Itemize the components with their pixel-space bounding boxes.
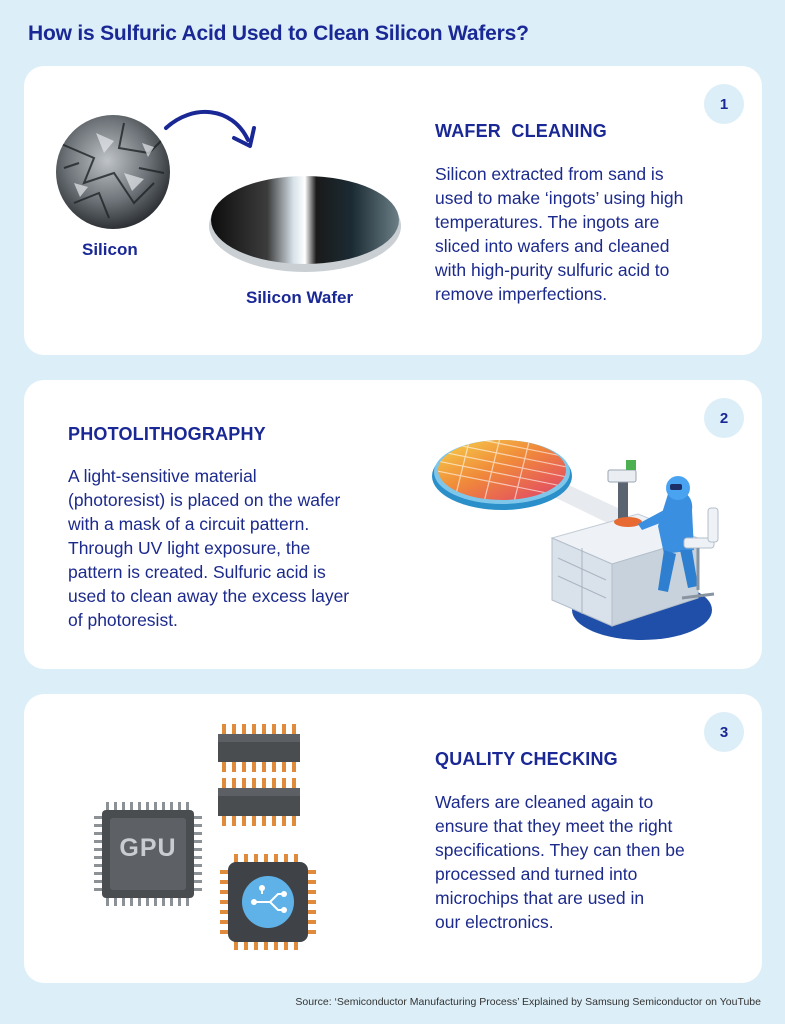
page-title: How is Sulfuric Acid Used to Clean Silicon Wafers? (28, 22, 529, 45)
curved-arrow-icon (162, 106, 262, 156)
silicon-label: Silicon (82, 240, 138, 259)
step-description-line: our electronics. (435, 912, 554, 932)
step-description-line: used to make ‘ingots’ using high (435, 188, 684, 208)
step-description-line: (photoresist) is placed on the wafer (68, 490, 341, 510)
step-description-line: remove imperfections. (435, 284, 608, 304)
step-description-line: pattern is created. Sulfuric acid is (68, 562, 326, 582)
step-description-line: temperatures. The ingots are (435, 212, 660, 232)
step-description (435, 790, 685, 934)
step-description-line: Through UV light exposure, the (68, 538, 311, 558)
step-card-quality-checking (24, 694, 762, 983)
gpu-chip-label: GPU (119, 834, 177, 862)
source-credit: Source: ‘Semiconductor Manufacturing Process’ Explained by Samsung Semiconductor on YouTube (295, 996, 761, 1008)
step-description-line: used to clean away the excess layer (68, 586, 350, 606)
step-card-photolithography (24, 380, 762, 669)
step-description-line: Silicon extracted from sand is (435, 164, 664, 184)
step-description-line: sliced into wafers and cleaned (435, 236, 670, 256)
step-number-badge: 1 (704, 84, 744, 124)
circuit-chip-image (220, 854, 316, 950)
silicon-rock-image (54, 113, 172, 231)
step-description-line: A light-sensitive material (68, 466, 257, 486)
step-description (435, 162, 683, 306)
step-description-line: ensure that they meet the right (435, 816, 673, 836)
step-description-line: with a mask of a circuit pattern. (68, 514, 310, 534)
step-number-badge: 2 (704, 398, 744, 438)
step-heading: PHOTOLITHOGRAPHY (68, 424, 266, 444)
step-description-line: of photoresist. (68, 610, 178, 630)
small-chip-image (218, 724, 302, 772)
step-heading: WAFER CLEANING (435, 121, 607, 141)
silicon-wafer-image (207, 166, 403, 274)
step-heading: QUALITY CHECKING (435, 749, 618, 769)
step-description (68, 464, 349, 632)
photolithography-lab-illustration (432, 430, 722, 642)
step-description-line: microchips that are used in (435, 888, 645, 908)
step-description-line: processed and turned into (435, 864, 638, 884)
step-description-line: with high-purity sulfuric acid to (435, 260, 670, 280)
step-description-line: specifications. They can then be (435, 840, 685, 860)
silicon-wafer-label: Silicon Wafer (246, 288, 354, 307)
step-description-line: Wafers are cleaned again to (435, 792, 654, 812)
small-chip-image (218, 778, 302, 826)
step-number-badge: 3 (704, 712, 744, 752)
step-card-wafer-cleaning (24, 66, 762, 355)
